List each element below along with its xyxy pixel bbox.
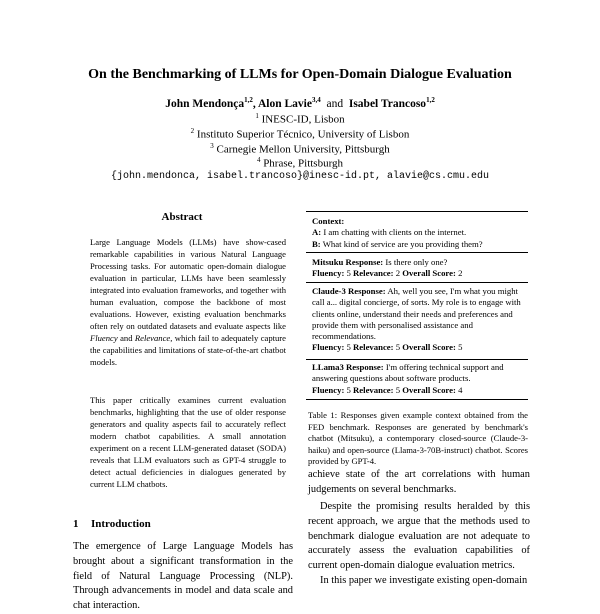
- table-caption: Table 1: Responses given example context obtained from the FED benchmark. Responses are generated by benchmark's chatbot (Mitsuku), a contemporary closed-source (Claude-3-haiku) and open-source (Llama-3-70B-instruct) chatbot. Scores provided by GPT-4.: [308, 410, 528, 466]
- intro-text: Despite the promising results heralded by this recent approach, we argue that the methods used to benchmark dialogue evaluation are not adequate to accurately assess the evaluation capabilities of current open-domain dialogue evaluation metrics.: [308, 501, 530, 572]
- table-rule: [306, 282, 528, 283]
- turn-text: What kind of service are you providing them?: [322, 238, 483, 249]
- fluency-score: 5: [346, 342, 351, 353]
- affiliation-marker: 1: [255, 112, 259, 120]
- section-title: Introduction: [91, 518, 151, 530]
- affiliation-marker: 3: [210, 142, 214, 150]
- turn-speaker: A:: [312, 227, 322, 238]
- relevance-score: 2: [395, 268, 401, 279]
- abstract-text: and: [117, 333, 135, 343]
- response-label: Mitsuku Response:: [312, 257, 384, 267]
- overall-score: 5: [458, 342, 463, 353]
- response-label: Claude-3 Response:: [312, 286, 386, 296]
- response-text: Ah, well you see, I'm what you might call a... digital concierge, of sorts. My role is to engage with clients online, understand their needs and preferences and provide them with personalised assistance and recommendations.: [312, 286, 521, 342]
- table-rule: [306, 359, 528, 360]
- table-response: [312, 257, 526, 280]
- affiliation-text: Phrase, Pittsburgh: [263, 157, 344, 170]
- affiliation: [0, 156, 600, 170]
- author-affil-marker: 1,2: [244, 96, 253, 104]
- abstract-text: , which fail to adequately capture the capabilities and limitations of state-of-the-art chatbot models.: [90, 333, 286, 367]
- paper-title: On the Benchmarking of LLMs for Open-Domain Dialogue Evaluation: [88, 67, 512, 82]
- table-response: [312, 286, 526, 354]
- table-context: [312, 216, 526, 250]
- author-separator: ,: [252, 97, 256, 110]
- overall-label: Overall Score:: [402, 342, 456, 353]
- fluency-label: Fluency:: [312, 268, 345, 279]
- section-number: 1: [73, 518, 79, 530]
- context-label: Context:: [312, 216, 345, 226]
- affiliation-text: Carnegie Mellon University, Pittsburgh: [216, 143, 390, 156]
- author-name: Alon Lavie: [257, 97, 312, 110]
- affiliation: [0, 142, 600, 156]
- abstract-heading: Abstract: [161, 211, 203, 223]
- fluency-label: Fluency:: [312, 342, 345, 353]
- response-label: LLama3 Response:: [312, 362, 384, 372]
- author-and: and: [326, 97, 344, 110]
- abstract-emphasis: Relevance: [134, 333, 171, 343]
- overall-label: Overall Score:: [402, 268, 456, 279]
- response-text: Is there only one?: [385, 257, 448, 267]
- intro-paragraph: [308, 574, 530, 589]
- turn-text: I am chatting with clients on the internet.: [323, 227, 467, 238]
- author-name: Isabel Trancoso: [348, 97, 427, 110]
- relevance-label: Relevance:: [353, 342, 394, 353]
- intro-text: In this paper we investigate existing open-domain: [320, 575, 528, 586]
- table-rule: [306, 252, 528, 253]
- abstract-paragraph: This paper critically examines current evaluation benchmarks, highlighting that the use of older response generators and quality aspects fail to accurately reflect modern chatbot capabilities. A small annotation experiment on a recent LLM-generated dataset (SODA) reveals that LLM evaluators such as GPT-4 struggle to detect actual deficiencies in dialogues generated by current LLM chatbots.: [90, 395, 286, 489]
- overall-label: Overall Score:: [402, 384, 456, 395]
- intro-paragraph: [308, 500, 530, 574]
- author-affil-marker: 1,2: [426, 96, 435, 104]
- turn-speaker: B:: [312, 238, 321, 249]
- author-name: John Mendonça: [165, 97, 245, 110]
- fluency-score: 5: [346, 384, 351, 395]
- intro-paragraph: The emergence of Large Language Models has brought about a significant transformation in the field of Natural Language Processing (NLP). Through advancements in model and data scale and chat interaction.: [73, 541, 293, 612]
- affiliation: [0, 112, 600, 126]
- relevance-label: Relevance:: [353, 268, 394, 279]
- intro-continuation: achieve state of the art correlations with human judgements on several benchmarks.: [308, 469, 530, 495]
- affiliation-text: Instituto Superior Técnico, University of Lisbon: [196, 128, 410, 141]
- relevance-label: Relevance:: [353, 384, 394, 395]
- affiliation-marker: 4: [256, 156, 261, 164]
- table-response: [312, 362, 526, 396]
- section-heading: [73, 518, 293, 530]
- overall-score: 4: [458, 384, 463, 395]
- fluency-label: Fluency:: [312, 384, 345, 395]
- fluency-score: 5: [346, 268, 351, 279]
- relevance-score: 5: [395, 384, 401, 395]
- abstract-paragraph: [90, 236, 286, 368]
- author-list: [0, 96, 600, 110]
- response-text: I'm offering technical support and answering questions about software products.: [312, 362, 504, 384]
- relevance-score: 5: [395, 342, 401, 353]
- affiliation-marker: 2: [190, 127, 195, 135]
- affiliation-text: INESC-ID, Lisbon: [261, 113, 345, 126]
- affiliation: [0, 127, 600, 141]
- abstract-text: Large Language Models (LLMs) have show-cased remarkable capabilities in various Natural Language Processing tasks. For automatic open-domain dialogue evaluation in particular, LLMs have been seamlessly integrated into evaluation frameworks, and together with human evaluation, compose the backbone of most evaluations. However, existing evaluation benchmarks often rely on outdated datasets and evaluate aspects like: [90, 237, 286, 331]
- author-emails: {john.mendonca, isabel.trancoso}@inesc-id.pt, alavie@cs.cmu.edu: [110, 171, 490, 182]
- author-affil-marker: 3,4: [311, 96, 321, 104]
- abstract-emphasis: Fluency: [90, 333, 118, 343]
- overall-score: 2: [458, 268, 463, 279]
